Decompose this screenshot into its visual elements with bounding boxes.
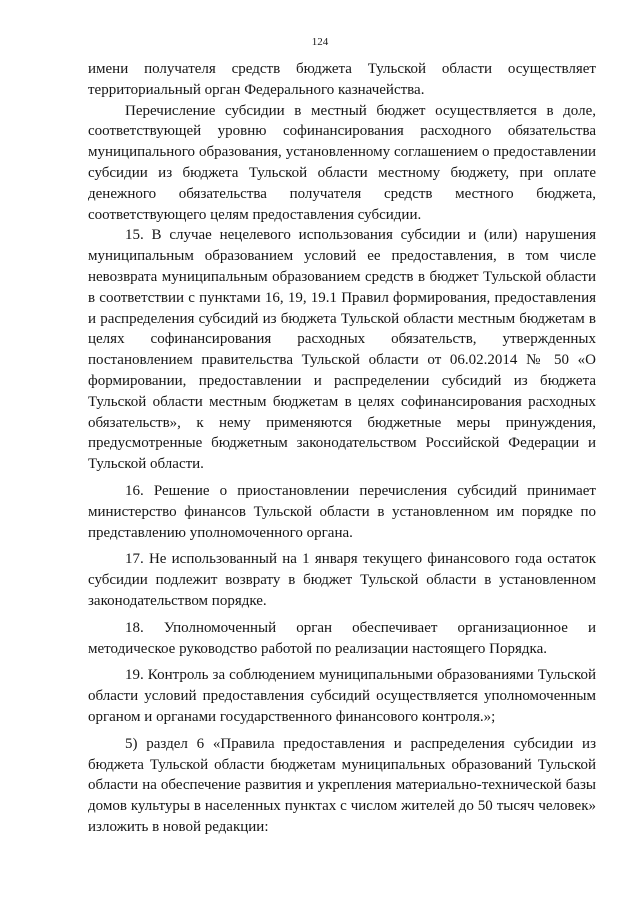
page-number: 124 [311,36,329,48]
paragraph-item-5-section-6: 5) раздел 6 «Правила предоставления и распределения субсидии из бюджета Тульской области бюджетам муниципальных образований Тульской области на обеспечение развития и укрепления материально-технической базы домов культуры в населенных пунктах с числом жителей до 50 тысяч человек» изложить в новой редакции: [88,735,596,835]
paragraph-continuation: имени получателя средств бюджета Тульской области осуществляет территориальный орган Федерального казначейства. [88,61,596,98]
paragraph-item-15: 15. В случае нецелевого использования субсидии и (или) нарушения муниципальным образованием условий ее предоставления, в том числе невозврата муниципальным образованием средств в бюджет Тульской области в соответствии с пунктами 16, 19, 19.1 Правил формирования, предоставления и распределения субсидий из бюджета Тульской области местным бюджетам в целях софинансирования расходных обязательств, утвержденных постановлением правительства Тульской области от 06.02.2014 № 50 «О формировании, предоставлении и распределении субсидий из бюджета Тульской области местным бюджетам в целях софинансирования расходных обязательств», к нему применяются бюджетные меры принуждения, предусмотренные бюджетным законодательством Российской Федерации и Тульской области. [88,227,596,473]
document-body [88,59,596,838]
paragraph-item-17: 17. Не использованный на 1 января текущего финансового года остаток субсидии подлежит возврату в бюджет Тульской области в установленном законодательством порядке. [88,551,596,609]
paragraph-item-19: 19. Контроль за соблюдением муниципальными образованиями Тульской области условий предоставления субсидий осуществляется уполномоченным органом и органами государственного финансового контроля.»; [88,667,596,725]
paragraph-item-16: 16. Решение о приостановлении перечисления субсидий принимает министерство финансов Тульской области в установленном им порядке по представлению уполномоченного органа. [88,482,596,541]
paragraph-transfer-subsidy: Перечисление субсидии в местный бюджет осуществляется в доле, соответствующей уровню софинансирования расходного обязательства муниципального образования, установленному соглашением о предоставлении субсидии из бюджета Тульской области местному бюджету, при оплате денежного обязательства получателя средств местного бюджета, соответствующего целям предоставления субсидии. [88,102,596,223]
paragraph-item-18: 18. Уполномоченный орган обеспечивает организационное и методическое руководство работой по реализации настоящего Порядка. [88,619,596,657]
